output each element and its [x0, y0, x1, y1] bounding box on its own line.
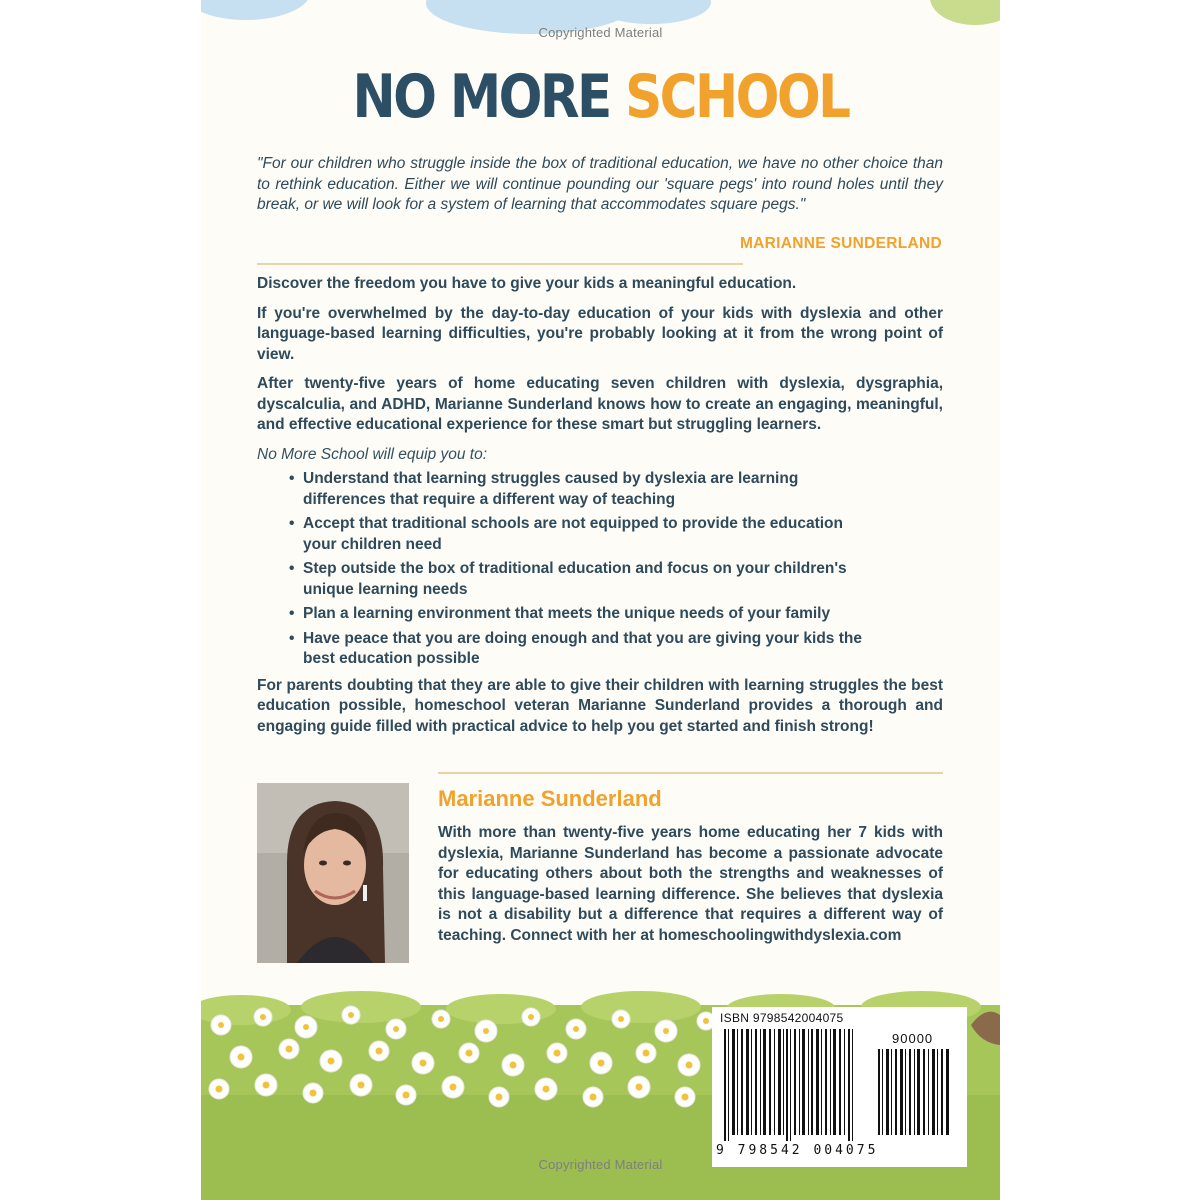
lead-sentence: Discover the freedom you have to give your kids a meaningful education. [257, 275, 797, 292]
watermark-bottom: Copyrighted Material [538, 1157, 663, 1172]
barcode-digits: 9 798542 004075 [716, 1143, 879, 1158]
list-item: • Plan a learning environment that meets the unique needs of your family [287, 604, 867, 625]
paragraph-1: If you're overwhelmed by the day-to-day education of your kids with dyslexia and other language-based learning difficulties, you're probably looking at it from the wrong point of view. [257, 304, 943, 363]
author-name: Marianne Sunderland [438, 786, 662, 811]
divider-bottom [438, 772, 943, 774]
divider-top [257, 263, 743, 265]
list-item: • Step outside the box of traditional education and focus on your children's unique learning needs [287, 559, 867, 600]
price-code: 90000 [892, 1031, 934, 1046]
closing-paragraph: For parents doubting that they are able to give their children with learning struggles the best education possible, homeschool veteran Marianne Sunderland provides a thorough and engaging guide filled with practical advice to help you get started and finish strong! [257, 676, 943, 735]
quote-text: "For our children who struggle inside the box of traditional education, we have no other choice than to rethink education. Either we will continue pounding our 'square pegs' into round holes until they break, or we will look for a system of learning that accommodates square pegs." [257, 155, 943, 213]
list-item: • Accept that traditional schools are not equipped to provide the education your children need [287, 514, 867, 555]
author-bio: With more than twenty-five years home educating her 7 kids with dyslexia, Marianne Sunderland has become a passionate advocate for educating others about both the strengths and weaknesses of this language-based learning difference. She believes that dyslexia is not a disability but a difference that requires a different way of teaching. Connect with her at homeschoolingwithdyslexia.com [438, 824, 943, 944]
list-item: • Understand that learning struggles caused by dyslexia are learning differences that require a different way of teaching [287, 469, 867, 510]
tree-foliage [930, 0, 1000, 25]
list-item: • Have peace that you are doing enough and that you are giving your kids the best education possible [287, 629, 867, 670]
quote-author: MARIANNE SUNDERLAND [739, 235, 942, 252]
paragraph-2: After twenty-five years of home educating seven children with dyslexia, dysgraphia, dyscalculia, and ADHD, Marianne Sunderland knows how to create an engaging, meaningful, and effective educational experience for these smart but struggling learners. [257, 375, 943, 433]
title-part-2: SCHOOL [625, 62, 849, 132]
isbn-text: ISBN 9798542004075 [720, 1011, 844, 1025]
title-part-1: NO MORE [352, 62, 626, 132]
benefits-list [257, 469, 867, 670]
cloud-left [201, 0, 311, 20]
watermark-top: Copyrighted Material [538, 25, 663, 40]
bullets-intro: No More School will equip you to: [257, 445, 488, 463]
book-title [257, 62, 944, 132]
isbn-barcode-block [712, 1007, 967, 1167]
description [257, 274, 943, 746]
author-photo [257, 783, 409, 963]
author-portrait-image [257, 783, 409, 963]
